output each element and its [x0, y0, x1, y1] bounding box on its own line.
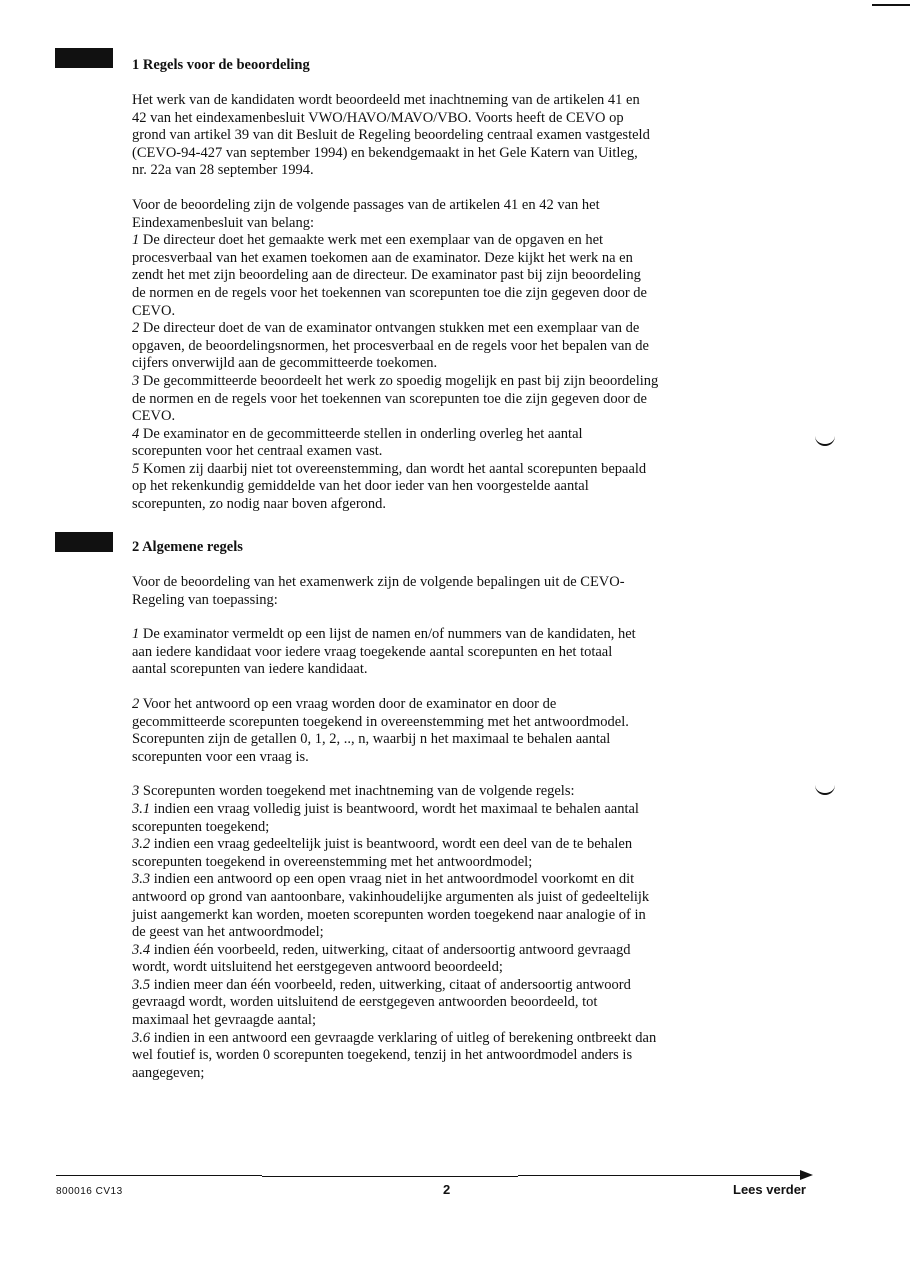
section-2-body: [132, 574, 752, 1082]
footer-rule: [262, 1176, 518, 1177]
paragraph: Voor de beoordeling zijn de volgende passages van de artikelen 41 en 42 van het Eindexamenbesluit van belang:: [132, 196, 600, 231]
rule-item: 3 Scorepunten worden toegekend met inachtneming van de volgende regels:: [132, 783, 575, 800]
document-code: 800016 CV13: [56, 1186, 123, 1197]
continue-label: Lees verder: [733, 1182, 806, 1197]
top-edge-rule: [872, 4, 910, 6]
arrow-right-icon: [800, 1170, 813, 1180]
section-marker-block: [55, 532, 113, 552]
page-number: 2: [443, 1182, 451, 1197]
list-item: 4 De examinator en de gecommitteerde stellen in onderling overleg het aantal scorepunten voor het centraal examen vast.: [132, 425, 583, 460]
section-heading-1: 1 Regels voor de beoordeling: [132, 57, 310, 73]
list-item: 2 De directeur doet de van de examinator ontvangen stukken met een exemplaar van de opgaven, de beoordelingsnormen, het procesverbaal en de regels voor het bepalen van de cijfers onverwijld aan de gecommitteerde toekomen.: [132, 320, 649, 372]
subrule-item: 3.2 indien een vraag gedeeltelijk juist is beantwoord, wordt een deel van de te behalen scorepunten toegekend in overeenstemming met het antwoordmodel;: [132, 836, 633, 870]
rule-item: 1 De examinator vermeldt op een lijst de namen en/of nummers van de kandidaten, het aan iedere kandidaat voor iedere vraag toegekende aantal scorepunten en het totaal aantal scorepunten van iedere kandidaat.: [132, 626, 636, 678]
footer-rule: [518, 1175, 802, 1176]
subrule-item: 3.1 indien een vraag volledig juist is beantwoord, wordt het maximaal te behalen aantal scorepunten toegekend;: [132, 800, 639, 835]
paragraph: Het werk van de kandidaten wordt beoordeeld met inachtneming van de artikelen 41 en 42 van het eindexamenbesluit VWO/HAVO/MAVO/VBO. Voorts heeft de CEVO op grond van artikel 39 van dit Besluit de Regeling beoordeling centraal examen vastgesteld (CEVO-94-427 van september 1994) en bekendgemaakt in het Gele Katern van Uitleg, nr. 22a van 28 september 1994.: [132, 92, 650, 179]
list-item: 1 De directeur doet het gemaakte werk met een exemplaar van de opgaven en het procesverbaal van het examen toekomen aan de examinator. Deze kijkt het werk na en zendt het met zijn beoordeling aan de directeur. De examinator past bij zijn beoordeling de normen en de regels voor het toekennen van scorepunten toe die zijn gegeven door de CEVO.: [132, 232, 647, 319]
section-marker-block: [55, 48, 113, 68]
list-item: 3 De gecommitteerde beoordeelt het werk zo spoedig mogelijk en past bij zijn beoordeling de normen en de regels voor het toekennen van scorepunten toe die zijn gegeven door de CEVO.: [132, 372, 659, 425]
paragraph: Voor de beoordeling van het examenwerk zijn de volgende bepalingen uit de CEVO- Regeling van toepassing:: [132, 574, 625, 608]
subrule-item: 3.5 indien meer dan één voorbeeld, reden, uitwerking, citaat of andersoortig antwoord gevraagd wordt, worden uitsluitend de eerstgegeven antwoorden beoordeeld, tot maximaal het gevraagde aantal;: [132, 976, 631, 1029]
section-1-body: [132, 92, 752, 514]
subrule-item: 3.4 indien één voorbeeld, reden, uitwerking, citaat of andersoortig antwoord gevraagd wordt, wordt uitsluitend het eerstgegeven antwoord beoordeeld;: [132, 941, 631, 976]
margin-mark: [815, 436, 835, 446]
margin-mark: [815, 785, 835, 795]
footer-rule: [56, 1175, 262, 1176]
subrule-item: 3.3 indien een antwoord op een open vraag niet in het antwoordmodel voorkomt en dit antwoord op grond van aantoonbare, vakinhoudelijke argumenten als juist of gedeeltelijk juist aangemerkt kan worden, moeten scorepunten worden toegekend naar analogie of in de geest van het antwoordmodel;: [132, 871, 650, 941]
list-item: 5 Komen zij daarbij niet tot overeenstemming, dan wordt het aantal scorepunten bepaald op het rekenkundig gemiddelde van het door ieder van hen voorgestelde aantal scorepunten, zo nodig naar boven afgerond.: [132, 460, 647, 513]
section-heading-2: 2 Algemene regels: [132, 539, 243, 555]
rule-item: 2 Voor het antwoord op een vraag worden door de examinator en door de gecommitteerde scorepunten toegekend in overeenstemming met het antwoordmodel. Scorepunten zijn de getallen 0, 1, 2, .., n, waarbij n het maximaal te behalen aantal scorepunten voor een vraag is.: [132, 695, 629, 765]
subrule-item: 3.6 indien in een antwoord een gevraagde verklaring of uitleg of berekening ontbreekt dan wel foutief is, worden 0 scorepunten toegekend, tenzij in het antwoordmodel anders is aangegeven;: [132, 1029, 657, 1081]
